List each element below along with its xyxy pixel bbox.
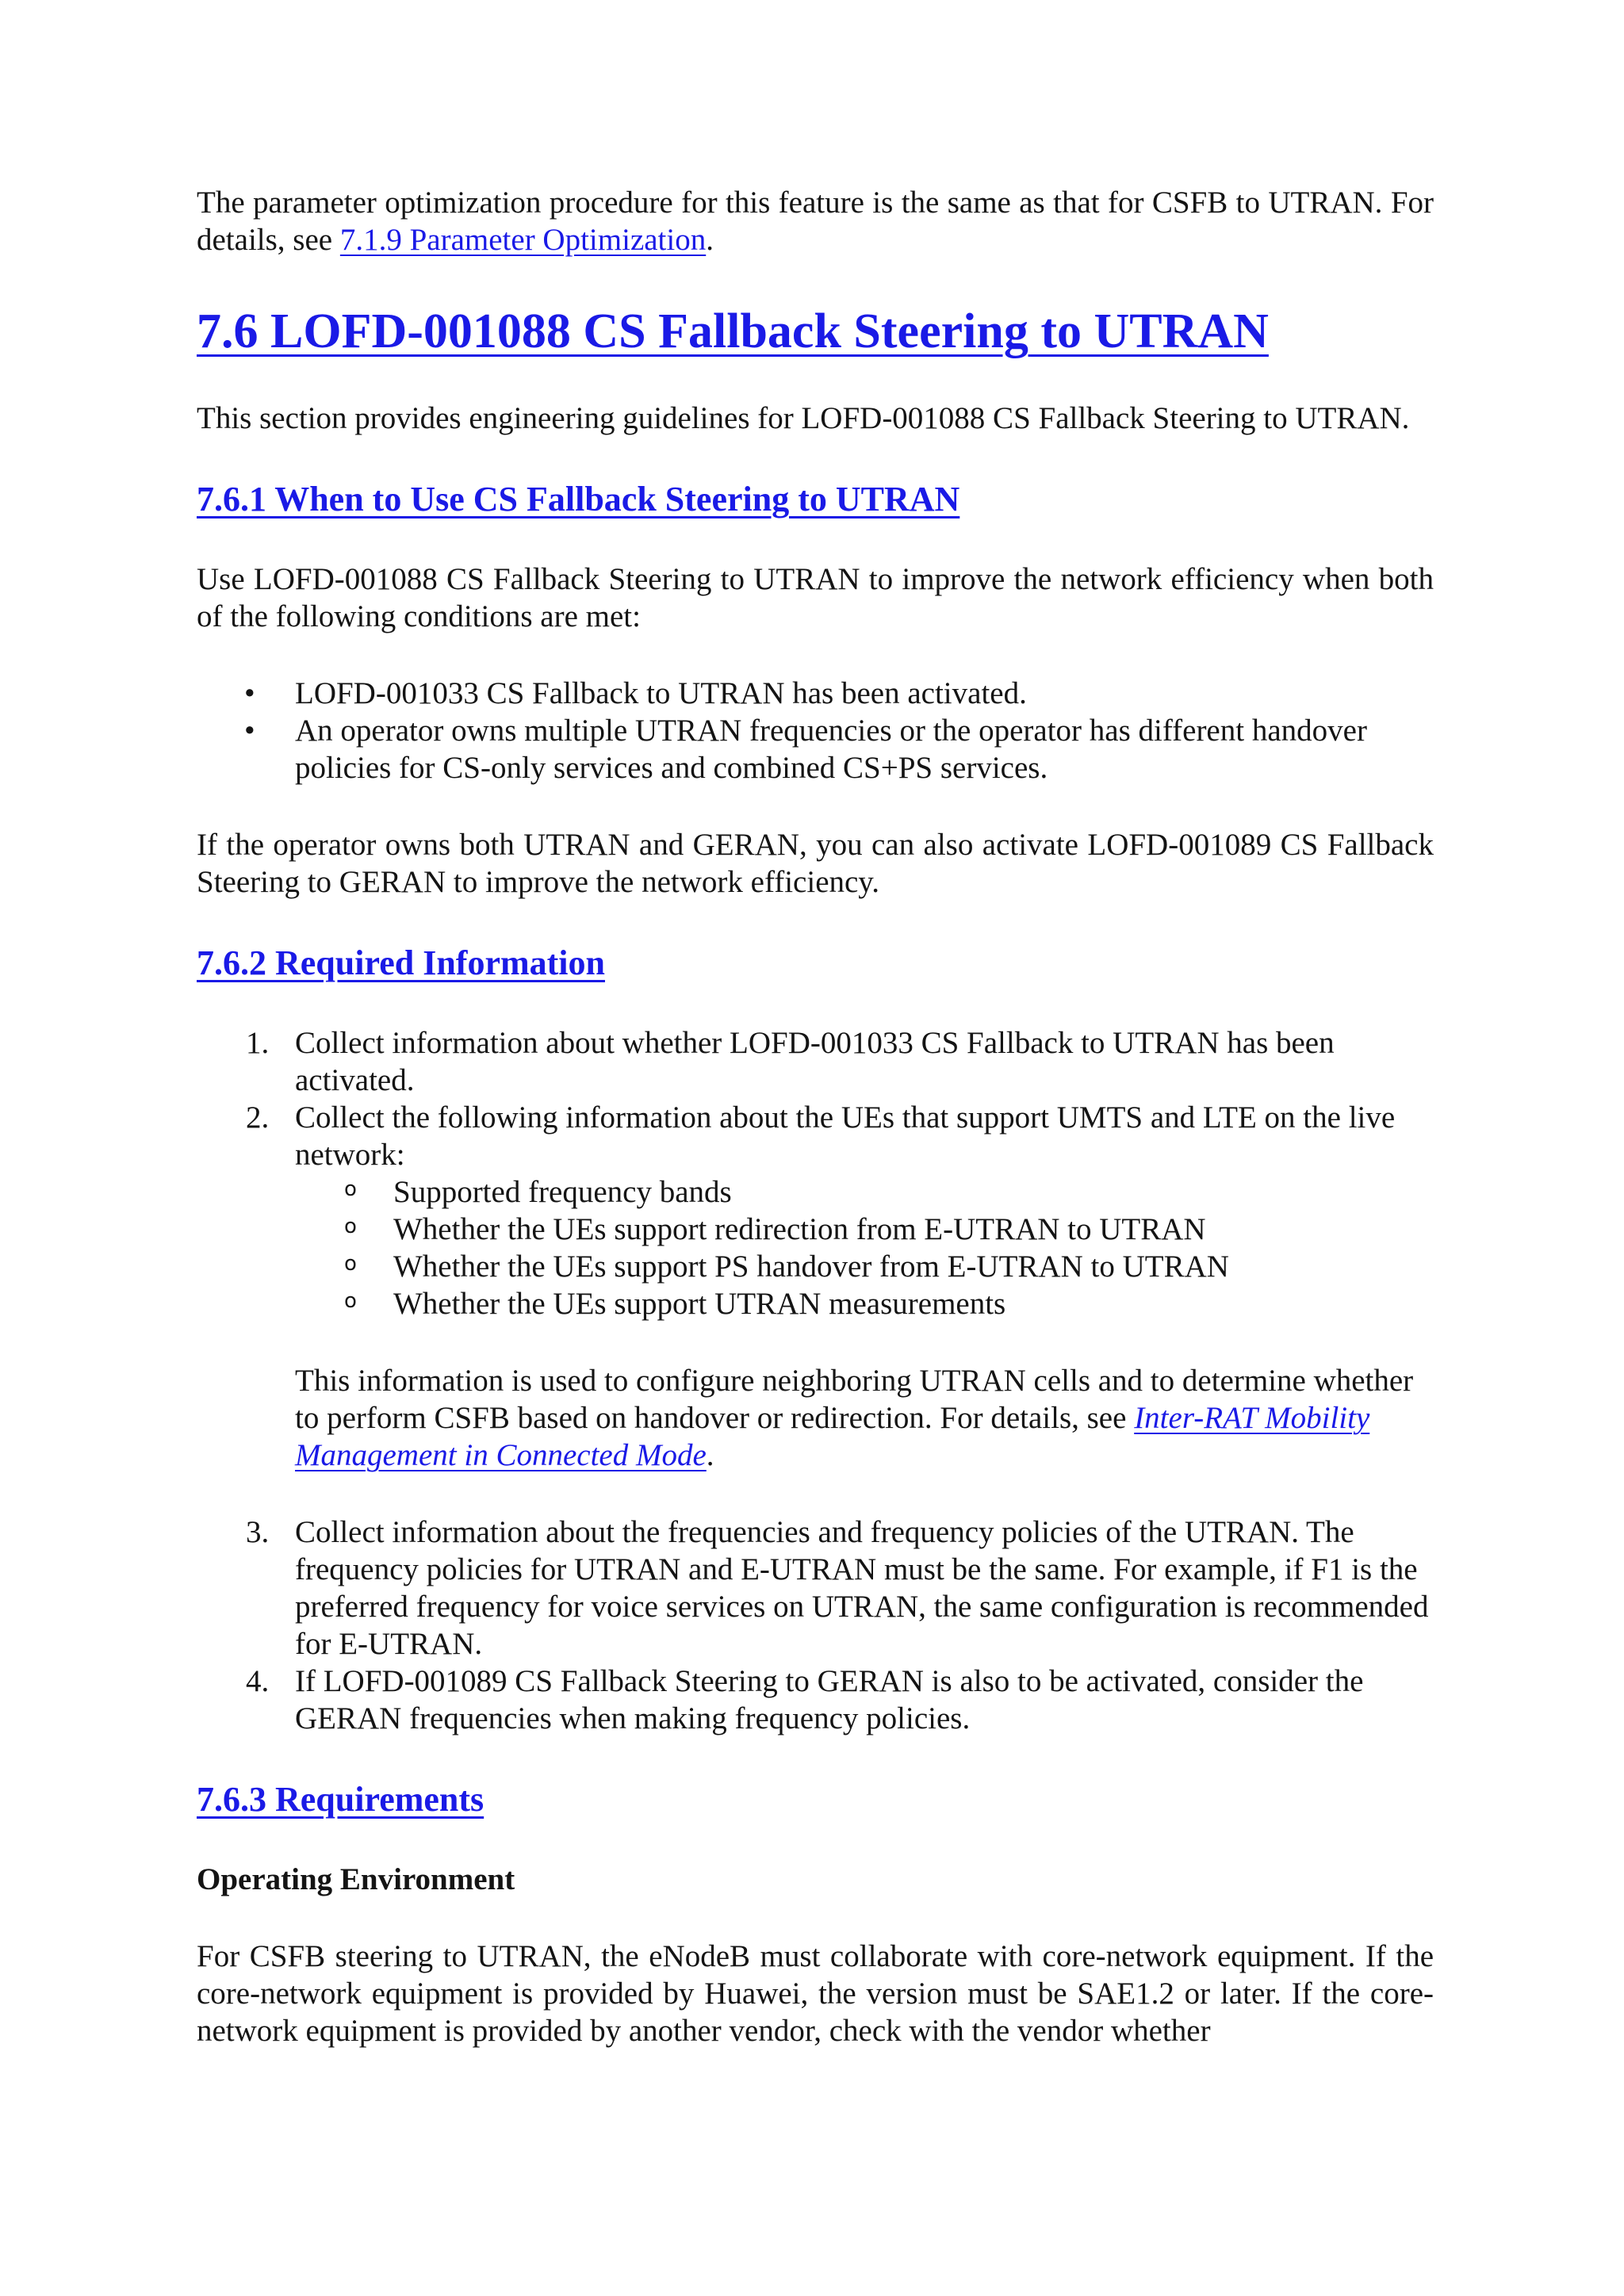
- step-item: [197, 1024, 1434, 1099]
- note-text: This information is used to configure neighboring UTRAN cells and to determine whether to perform CSFB based on handover or redirection. For details, see: [295, 1364, 1414, 1435]
- intro-text-end: .: [706, 223, 714, 257]
- step-2-note: [295, 1362, 1434, 1474]
- step-number: 1.: [246, 1026, 270, 1060]
- list-item-text: An operator owns multiple UTRAN frequencies or the operator has different handover policies for CS-only services and combined CS+PS services.: [295, 714, 1367, 785]
- step-number: 3.: [246, 1515, 270, 1549]
- step-text: Collect the following information about the UEs that support UMTS and LTE on the live network:: [295, 1100, 1396, 1172]
- step-number: 4.: [246, 1664, 270, 1698]
- sub-list-item: [295, 1248, 1434, 1285]
- sub-list-item: [295, 1211, 1434, 1248]
- intro-paragraph: [197, 184, 1434, 258]
- section-heading-7-6-2[interactable]: 7.6.2 Required Information: [197, 943, 605, 982]
- sub-list-item: [295, 1173, 1434, 1211]
- section-7-6-3-body: For CSFB steering to UTRAN, the eNodeB must collaborate with core-network equipment. If the core-network equipment is provided by Huawei, the version must be SAE1.2 or later. If the core-network equipment is provided by another vendor, check with the vendor whether: [197, 1939, 1434, 2048]
- parameter-optimization-link[interactable]: 7.1.9 Parameter Optimization: [339, 223, 707, 257]
- section-7-6-1-intro: Use LOFD-001088 CS Fallback Steering to UTRAN to improve the network efficiency when both of the following conditions are met:: [197, 562, 1434, 633]
- intro-text: The parameter optimization procedure for this feature is the same as that for CSFB to UTRAN. For details, see: [197, 186, 1434, 257]
- step-text: Collect information about the frequencies and frequency policies of the UTRAN. The frequency policies for UTRAN and E-UTRAN must be the same. For example, if F1 is the preferred frequency for voice services on UTRAN, the same configuration is recommended for E-UTRAN.: [295, 1515, 1429, 1661]
- section-heading-7-6-1[interactable]: 7.6.1 When to Use CS Fallback Steering to UTRAN: [197, 480, 960, 519]
- conditions-list: [197, 675, 1434, 786]
- step-number: 2.: [246, 1100, 270, 1135]
- sub-list-item-text: Supported frequency bands: [393, 1175, 732, 1209]
- step-text: Collect information about whether LOFD-001033 CS Fallback to UTRAN has been activated.: [295, 1026, 1335, 1097]
- circle-bullet-icon: o: [344, 1289, 357, 1313]
- bullet-icon: •: [244, 714, 255, 748]
- sub-list-item-text: Whether the UEs support redirection from E-UTRAN to UTRAN: [393, 1212, 1206, 1246]
- circle-bullet-icon: o: [344, 1177, 357, 1201]
- step-item: [197, 1513, 1434, 1663]
- circle-bullet-icon: o: [344, 1252, 357, 1276]
- note-text-end: .: [706, 1438, 714, 1472]
- circle-bullet-icon: o: [344, 1215, 357, 1238]
- ue-info-sublist: [295, 1173, 1434, 1322]
- sub-list-item-text: Whether the UEs support UTRAN measurements: [393, 1287, 1006, 1321]
- sub-list-item: [295, 1285, 1434, 1322]
- document-page: [197, 184, 1434, 2049]
- required-information-steps: [197, 1024, 1434, 1737]
- sub-list-item-text: Whether the UEs support PS handover from E-UTRAN to UTRAN: [393, 1249, 1229, 1284]
- step-item: [197, 1663, 1434, 1737]
- step-text: If LOFD-001089 CS Fallback Steering to GERAN is also to be activated, consider the GERAN frequencies when making frequency policies.: [295, 1664, 1364, 1735]
- list-item: [197, 712, 1434, 786]
- bullet-icon: •: [244, 676, 255, 710]
- inter-rat-mobility-link[interactable]: Inter-RAT Mobility Management in Connected Mode: [295, 1401, 1370, 1472]
- list-item-text: LOFD-001033 CS Fallback to UTRAN has been activated.: [295, 676, 1027, 710]
- section-heading-7-6[interactable]: 7.6 LOFD-001088 CS Fallback Steering to UTRAN: [197, 304, 1269, 358]
- step-item: [197, 1099, 1434, 1474]
- section-heading-7-6-3[interactable]: 7.6.3 Requirements: [197, 1780, 485, 1819]
- section-7-6-body: This section provides engineering guidelines for LOFD-001088 CS Fallback Steering to UTRAN.: [197, 401, 1410, 435]
- operating-environment-heading: Operating Environment: [197, 1862, 515, 1896]
- section-7-6-1-closing: If the operator owns both UTRAN and GERAN, you can also activate LOFD-001089 CS Fallback Steering to GERAN to improve the network efficiency.: [197, 828, 1434, 899]
- list-item: [197, 675, 1434, 712]
